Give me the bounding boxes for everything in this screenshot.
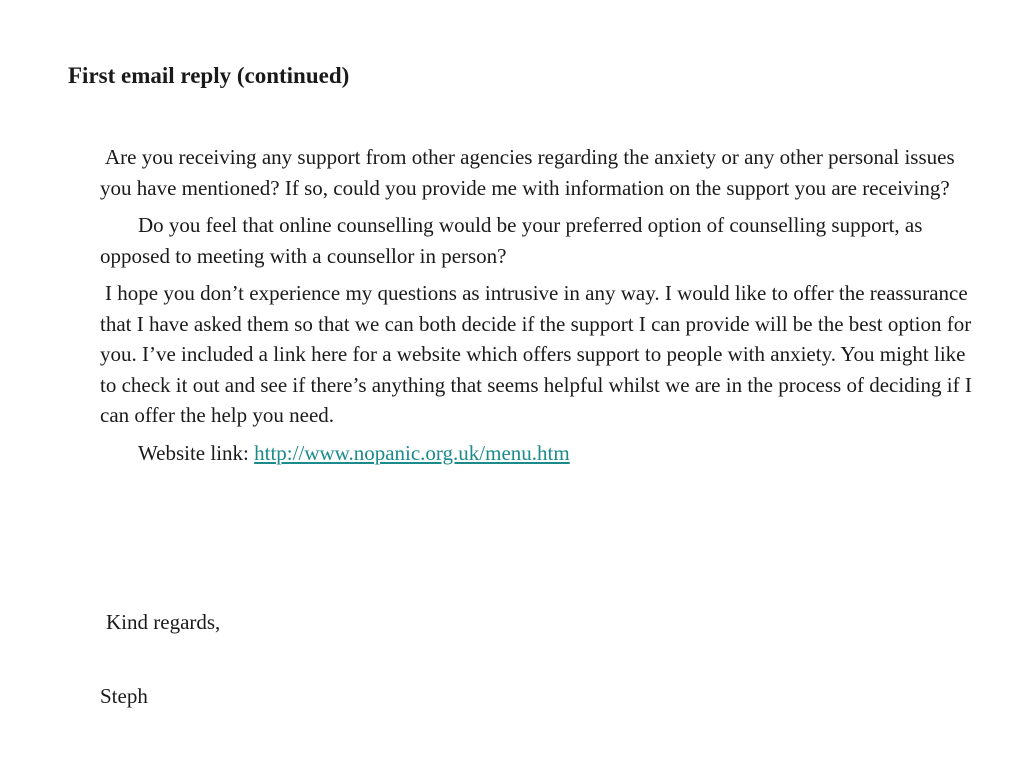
website-line — [100, 438, 980, 469]
signature: Steph — [100, 684, 148, 708]
paragraph-online-counselling-question: Do you feel that online counselling would be your preferred option of counselling support, as opposed to meeting with a counsellor in person? — [100, 213, 923, 268]
paragraph-reassurance: I hope you don’t experience my questions as intrusive in any way. I would like to offer the reassurance that I have asked them so that we can both decide if the support I can provide will be the best option for you. I’ve included a link here for a website which offers support to people with anxiety. You might like to check it out and see if there’s anything that seems helpful whilst we are in the process of deciding if I can offer the help you need. — [100, 281, 972, 427]
paragraph-support-question: Are you receiving any support from other agencies regarding the anxiety or any other personal issues you have mentioned? If so, could you provide me with information on the support you are receiving? — [100, 145, 955, 200]
closing-regards: Kind regards, — [106, 610, 221, 634]
slide-title: First email reply (continued) — [68, 63, 350, 88]
website-label: Website link: — [138, 440, 255, 465]
email-body — [100, 142, 980, 475]
website-link[interactable]: http://www.nopanic.org.uk/menu.htm — [254, 440, 570, 465]
